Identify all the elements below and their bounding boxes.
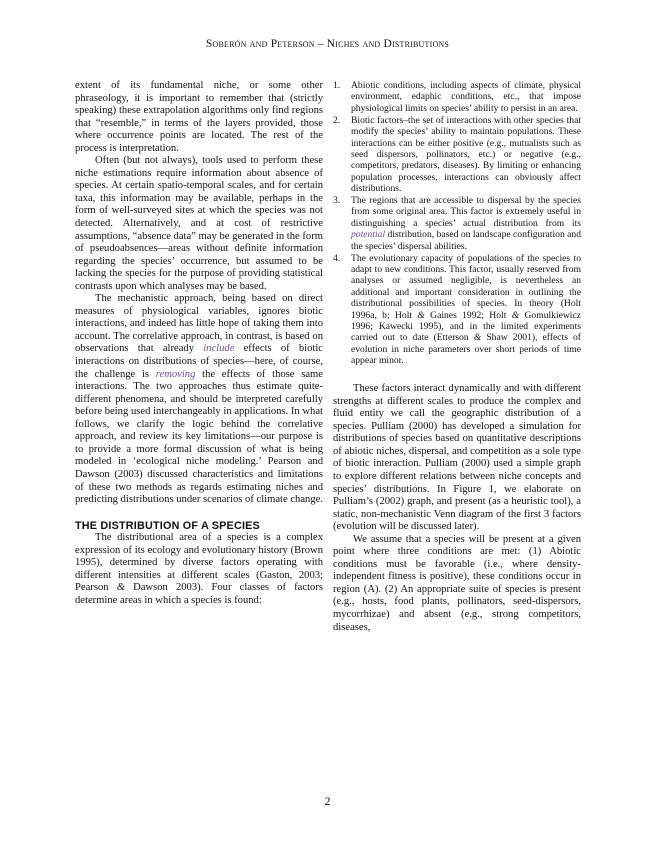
emphasis-removing: removing (155, 368, 196, 380)
list-number: 4. (333, 252, 341, 264)
text-run: effects of biotic interactions on distributions of species—here, of course, the challenge is (75, 343, 323, 380)
list-item (333, 195, 581, 252)
text-run: The distributional area of a species is a complex expression of its ecology and evolutionary history (Brown 1995), determined by diverse factors operating with different intensities at different scales (Gaston, 2003; Pearson (75, 532, 323, 594)
list-text: Shaw 2001), effects of evolution in niche parameters over short periods of time appear minor. (351, 332, 581, 367)
list-text: Gomulkiewicz 1996; Kawecki 1995), and in the limited experiments carried out to date (Etterson (351, 309, 581, 344)
right-column (333, 80, 581, 634)
list-text: The regions that are accessible to dispersal by the species from some original area. This factor is extremely useful in distinguishing a species’ actual distribution from its (351, 195, 581, 229)
list-item (333, 80, 581, 114)
emphasis-include: include (203, 343, 235, 355)
paragraph-absence-data: Often (but not always), tools used to perform these niche estimations require information about absence of species. At certain spatio-temporal scales, and for certain taxa, this information may be available, perhaps in the form of well-surveyed sites at which the species was not detected. Alternatively, and at cost of restrictive assumptions, “absence data” may be generated in the form of pseudoabsences—areas without definite information regarding the species’ occurrence, but assumed to be lacking the species for the purpose of providing statistical contrasts upon which analyses may be based. (75, 155, 323, 292)
list-item (333, 115, 581, 195)
section-heading: THE DISTRIBUTION OF A SPECIES (75, 519, 260, 532)
list-number: 1. (333, 80, 341, 91)
ampersand: & (116, 582, 125, 594)
running-head: Soberón and Peterson – Niches and Distributions (205, 38, 450, 50)
paragraph-continuation: extent of its fundamental niche, or some other phraseology, it is important to remember that (strictly speaking) these extrapolation algorithms only find regions that “resemble,” in terms of the layers provided, those where occurrence points are located. The rest of the process is interpretation. (75, 80, 323, 154)
list-text: distribution, based on landscape configuration and the species’ dispersal abilities. (351, 229, 581, 252)
ampersand: & (473, 332, 482, 344)
emphasis-potential: potential (351, 229, 386, 241)
page-number: 2 (324, 794, 331, 808)
ampersand: & (511, 309, 520, 321)
text-run: The mechanistic approach, being based on direct measures of physiological variables, ignores biotic interactions, and indeed has little hope of taking them into account. The correlative approach, in contrast, is based on observations that already (75, 293, 323, 355)
paragraph-assumptions: We assume that a species will be present at a given point where three conditions are met: (1) Abiotic conditions must be favorable (i.e., where density-independent fitness is positive), these conditions occur in region (A). (2) An appropriate suite of species is present (e.g., hosts, food plants, pollinators, seed-dispersors, mycorrhizae) and absent (e.g., strong competitors, diseases, (333, 533, 581, 633)
list-number: 3. (333, 195, 341, 207)
text-run: the effects of those same interactions. The two approaches thus estimate quite-different phenomena, and should be interpreted carefully before being used interchangeably in applications. In what follows, we clarify the logic behind the correlative approach, and review its key limitations—our purpose is to provide a more formal discussion of what is being modeled in ‘ecological niche modeling.’ Pearson and Dawson (2003) discussed characteristics and limitations of these two methods as regards estimating niches and predicting distributions under scenarios of climate change. (75, 368, 323, 506)
list-text: Biotic factors–the set of interactions with other species that modify the species’ ability to maintain populations. These interactions can be either positive (e.g., mutualists such as seed dispersors, pollinators, etc.) or negative (e.g., competitors, predators, diseases). By limiting or enhancing population processes, interactions can obviously affect distributions. (351, 114, 581, 195)
paragraph-mechanistic-approach (75, 293, 323, 506)
list-text: Abiotic conditions, including aspects of climate, physical environment, edaphic conditions, etc., that impose physiological limits on species’ ability to persist in an area. (351, 80, 581, 114)
list-item (333, 253, 581, 367)
left-column (75, 80, 323, 607)
factor-list (333, 80, 581, 367)
list-text: The evolutionary capacity of populations of the species to adapt to new conditions. This factor, usually reserved from analyses or assumed negligible, is nevertheless an additional and important consideration in outlining the distributional possibilities of species. In theory (Holt 1996a, b; Holt (351, 252, 581, 321)
spacer (333, 367, 581, 383)
list-text: Gaines 1992; Holt (424, 309, 512, 321)
list-number: 2. (333, 114, 341, 126)
text-run: Dawson 2003). Four classes of factors determine areas in which a species is found: (75, 582, 323, 606)
ampersand: & (417, 309, 425, 321)
paragraph-distribution (75, 532, 323, 607)
paragraph-factors-interact: These factors interact dynamically and with different strengths at different scales to produce the complex and fluid entity we call the geographic distribution of a species. Pulliam (2000) has developed a simulation for distributions of species based on quantitative descriptions of abiotic niches, dispersal, and competition as a sole type of biotic interaction. Pulliam (2000) used a simple graph to explore different relations between niche concepts and species’ distributions. In Figure 1, we elaborate on Pulliam’s (2002) graph, and present (as a heuristic tool), a static, non-mechanistic Venn diagram of the first 3 factors (evolution will be discussed later). (333, 383, 581, 533)
